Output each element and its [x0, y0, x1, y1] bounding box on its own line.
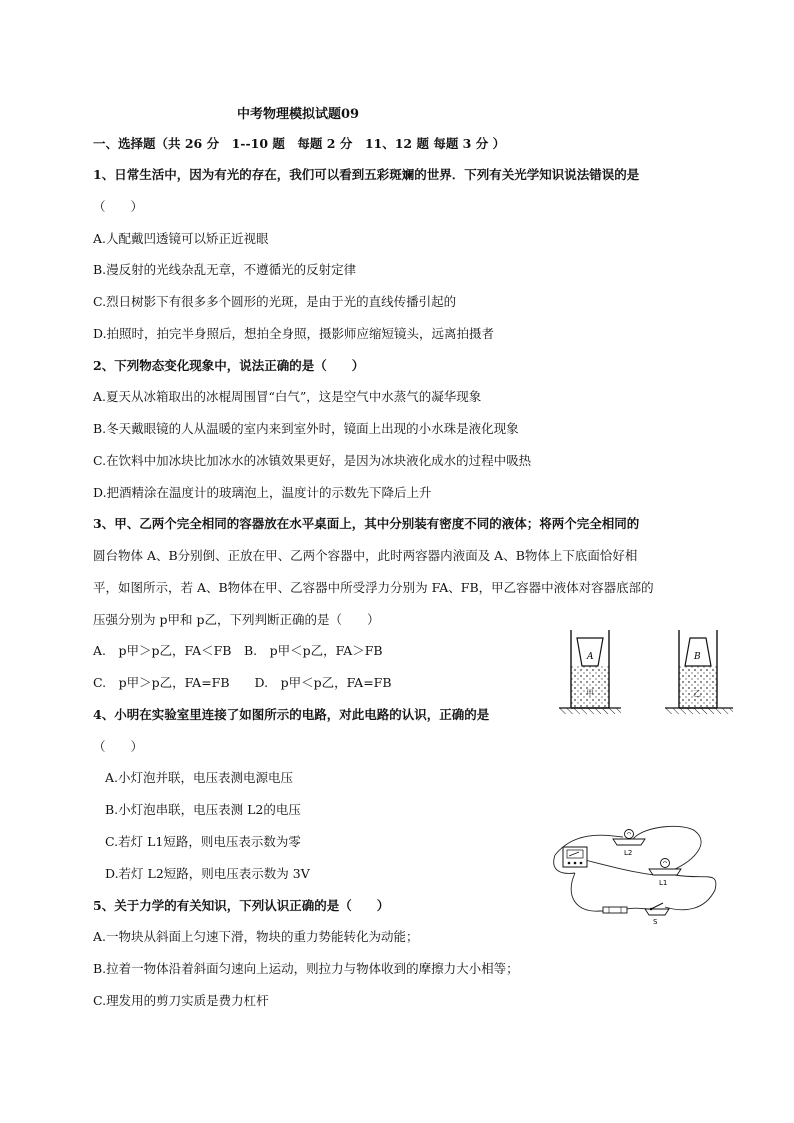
voltmeter [563, 847, 587, 867]
object-a-label: A [587, 652, 594, 662]
question-1-option-a: A.人配戴凹透镜可以矫正近视眼 [93, 231, 269, 246]
question-2-option-a: A.夏天从冰箱取出的冰棍周围冒“白气”，这是空气中水蒸气的凝华现象 [93, 389, 482, 404]
container-yi-label: 乙 [693, 689, 701, 698]
question-2-option-b: B.冬天戴眼镜的人从温暖的室内来到室外时，镜面上出现的小水珠是液化现象 [93, 421, 519, 436]
question-1-option-b: B.漫反射的光线杂乱无章，不遵循光的反射定律 [93, 262, 357, 277]
question-3-stem-line-2: 圆台物体 A、B分别倒、正放在甲、乙两个容器中，此时两容器内液面及 A、B物体上下底面恰好相 [93, 548, 638, 563]
question-1-stem: 1、日常生活中，因为有光的存在，我们可以看到五彩斑斓的世界．下列有关光学知识说法错误的是 [93, 167, 640, 182]
question-5-option-c: C.理发用的剪刀实质是费力杠杆 [93, 993, 269, 1008]
circuit-figure [545, 825, 745, 925]
question-5-stem: 5、关于力学的有关知识，下列认识正确的是（ ） [93, 898, 390, 913]
container-jia-label: 甲 [586, 689, 594, 698]
question-2-stem: 2、下列物态变化现象中，说法正确的是（ ） [93, 358, 365, 373]
question-3-option-ab: A. p甲＞p乙，FA＜FB B. p甲＜p乙，FA＞FB [93, 643, 383, 658]
question-3-stem-line-3: 平，如图所示，若 A、B物体在甲、乙容器中所受浮力分别为 FA、FB，甲乙容器中液体对容器底部的 [93, 580, 654, 595]
question-4-bracket: （ ） [93, 739, 144, 754]
lamp-l1-label: L1 [659, 879, 668, 887]
question-1-option-d: D.拍照时，拍完半身照后，想拍全身照，摄影师应缩短镜头，远离拍摄者 [93, 326, 495, 341]
question-4-option-a: A.小灯泡并联，电压表测电源电压 [105, 770, 294, 785]
containers-figure [555, 626, 745, 721]
object-b-label: B [694, 652, 701, 662]
question-2-option-c: C.在饮料中加冰块比加冰水的冰镇效果更好，是因为冰块液化成水的过程中吸热 [93, 453, 532, 468]
container-yi [665, 630, 733, 714]
question-4-stem: 4、小明在实验室里连接了如图所示的电路，对此电路的认识，正确的是 [93, 707, 490, 722]
question-4-option-b: B.小灯泡串联，电压表测 L2的电压 [105, 802, 301, 817]
question-3-stem-line-1: 3、甲、乙两个完全相同的容器放在水平桌面上，其中分别装有密度不同的液体；将两个完全相同的 [93, 516, 640, 531]
lamp-l1 [649, 859, 681, 888]
question-4-option-d: D.若灯 L2短路，则电压表示数为 3V [105, 866, 310, 881]
question-1-bracket: （ ） [93, 199, 144, 214]
page-title: 中考物理模拟试题09 [237, 107, 360, 122]
lamp-l2-label: L2 [624, 849, 633, 857]
question-4-option-c: C.若灯 L1短路，则电压表示数为零 [105, 834, 301, 849]
question-1-option-c: C.烈日树影下有很多多个圆形的光斑，是由于光的直线传播引起的 [93, 294, 457, 309]
question-3-option-cd: C. p甲＞p乙，FA=FB D. p甲＜p乙，FA=FB [93, 675, 392, 690]
question-5-option-a: A.一物块从斜面上匀速下滑，物块的重力势能转化为动能； [93, 929, 419, 944]
question-3-stem-line-4: 压强分别为 p甲和 p乙，下列判断正确的是（ ） [93, 612, 380, 627]
question-5-option-b: B.拉着一物体沿着斜面匀速向上运动，则拉力与物体收到的摩擦力大小相等； [93, 961, 519, 976]
question-2-option-d: D.把酒精涂在温度计的玻璃泡上，温度计的示数先下降后上升 [93, 485, 432, 500]
switch-s [645, 903, 669, 925]
switch-s-label: S [653, 918, 658, 925]
battery [603, 907, 627, 913]
container-jia [559, 630, 621, 714]
section-heading: 一、选择题（共 26 分 1--10 题 每题 2 分 11、12 题 每题 3 分 ） [93, 136, 506, 151]
